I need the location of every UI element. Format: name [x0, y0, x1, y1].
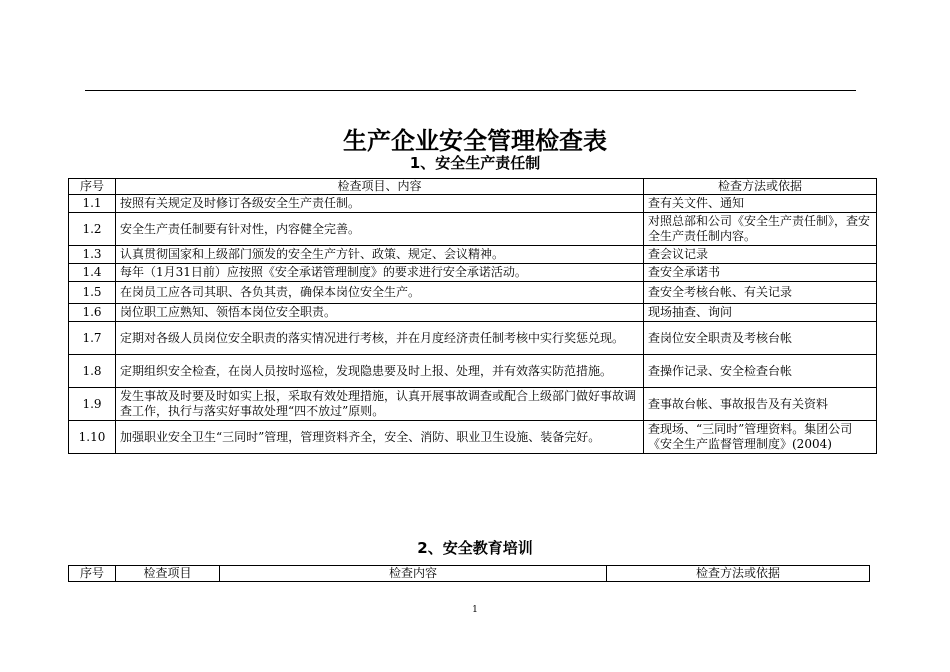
- page-number: 1: [472, 605, 478, 615]
- row-item: 每年（1月31日前）应按照《安全承诺管理制度》的要求进行安全承诺活动。: [116, 264, 644, 282]
- table-row: [69, 264, 877, 282]
- col-header-method: 检查方法或依据: [607, 566, 870, 582]
- row-number: 1.2: [69, 213, 116, 246]
- row-number: 1.8: [69, 355, 116, 388]
- table-row: [69, 282, 877, 304]
- row-number: 1.4: [69, 264, 116, 282]
- table-row: [69, 388, 877, 421]
- col-header-no: 序号: [69, 179, 116, 195]
- col-header-no: 序号: [69, 566, 116, 582]
- row-method: 查会议记录: [644, 246, 877, 264]
- row-method: 查现场、“三同时”管理资料。集团公司《安全生产监督管理制度》(2004): [644, 421, 877, 454]
- row-item: 定期组织安全检查，在岗人员按时巡检，发现隐患要及时上报、处理，并有效落实防范措施。: [116, 355, 644, 388]
- row-method: 查安全考核台帐、有关记录: [644, 282, 877, 304]
- section2-table: [68, 565, 870, 582]
- table-header-row: [69, 566, 870, 582]
- table-row: [69, 246, 877, 264]
- row-method: 查有关文件、通知: [644, 195, 877, 213]
- row-item: 在岗员工应各司其职、各负其责，确保本岗位安全生产。: [116, 282, 644, 304]
- row-item: 认真贯彻国家和上级部门颁发的安全生产方针、政策、规定、会议精神。: [116, 246, 644, 264]
- row-method: 查安全承诺书: [644, 264, 877, 282]
- table-header-row: [69, 179, 877, 195]
- row-number: 1.6: [69, 304, 116, 322]
- section2-heading: 2、安全教育培训: [417, 539, 533, 557]
- row-item: 安全生产责任制要有针对性，内容健全完善。: [116, 213, 644, 246]
- row-item: 发生事故及时要及时如实上报，采取有效处理措施，认真开展事故调查或配合上级部门做好事故调查工作，执行与落实好事故处理“四不放过”原则。: [116, 388, 644, 421]
- table-row: [69, 421, 877, 454]
- row-item: 定期对各级人员岗位安全职责的落实情况进行考核，并在月度经济责任制考核中实行奖惩兑现。: [116, 322, 644, 355]
- row-method: 查岗位安全职责及考核台帐: [644, 322, 877, 355]
- row-number: 1.9: [69, 388, 116, 421]
- section1-table: [68, 178, 877, 454]
- table-row: [69, 322, 877, 355]
- row-number: 1.7: [69, 322, 116, 355]
- row-method: 查事故台帐、事故报告及有关资料: [644, 388, 877, 421]
- row-method: 对照总部和公司《安全生产责任制》，查安全生产责任制内容。: [644, 213, 877, 246]
- col-header-item: 检查项目: [116, 566, 220, 582]
- table-row: [69, 195, 877, 213]
- table-row: [69, 304, 877, 322]
- row-number: 1.10: [69, 421, 116, 454]
- row-method: 查操作记录、安全检查台帐: [644, 355, 877, 388]
- col-header-content: 检查内容: [220, 566, 607, 582]
- row-item: 岗位职工应熟知、领悟本岗位安全职责。: [116, 304, 644, 322]
- section1-heading: 1、安全生产责任制: [409, 154, 541, 172]
- document-title: 生产企业安全管理检查表: [343, 127, 607, 155]
- row-number: 1.3: [69, 246, 116, 264]
- header-rule: [85, 90, 856, 91]
- row-number: 1.1: [69, 195, 116, 213]
- row-item: 加强职业安全卫生“三同时”管理，管理资料齐全，安全、消防、职业卫生设施、装备完好。: [116, 421, 644, 454]
- table-row: [69, 213, 877, 246]
- table-row: [69, 355, 877, 388]
- col-header-method: 检查方法或依据: [644, 179, 877, 195]
- row-item: 按照有关规定及时修订各级安全生产责任制。: [116, 195, 644, 213]
- row-method: 现场抽查、询问: [644, 304, 877, 322]
- col-header-item: 检查项目、内容: [116, 179, 644, 195]
- row-number: 1.5: [69, 282, 116, 304]
